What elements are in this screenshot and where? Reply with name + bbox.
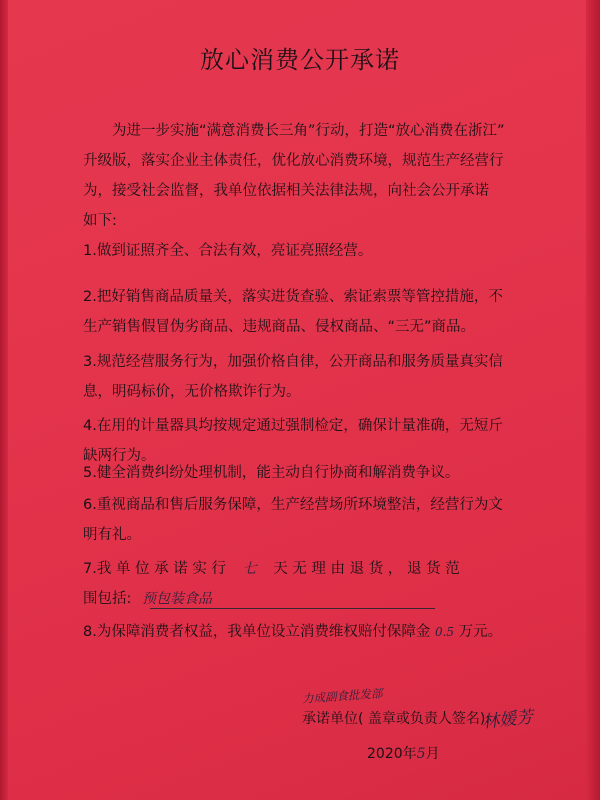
item-line: 围包括: 预包装食品 <box>83 591 212 607</box>
paper-edge-left <box>0 0 8 800</box>
document-title: 放心消费公开承诺 <box>200 46 400 74</box>
commitment-item-2 <box>83 282 523 342</box>
commitment-item-8: 8.为保障消费者权益，我单位设立消费维权赔付保障金 0.5 万元。 <box>83 624 503 640</box>
item-line: 3.规范经营服务行为，加强价格自律，公开商品和服务质量真实信 <box>83 354 503 370</box>
commitment-item-1: 1.做到证照齐全、合法有效，亮证亮照经营。 <box>83 243 373 259</box>
intro-line: 为，接受社会监督，我单位依据相关法律法规，向社会公开承诺 <box>83 183 489 199</box>
commitment-item-7 <box>83 554 523 614</box>
commitment-item-6 <box>83 490 523 550</box>
item-line: 明有礼。 <box>83 527 141 543</box>
commitment-item-3 <box>83 347 523 407</box>
handwritten-signature: 林媛芳 <box>481 707 535 733</box>
intro-line: 如下: <box>83 213 117 229</box>
paper-edge-right <box>586 0 600 800</box>
item-line: 生产销售假冒伪劣商品、违规商品、侵权商品、“三无”商品。 <box>83 319 476 335</box>
handwritten-deposit-amount: 0.5 <box>434 625 455 639</box>
item-line: 7.我 单 位 承 诺 实 行 七 天 无 理 由 退 货 ， 退 货 范 <box>83 561 460 577</box>
item-line: 息，明码标价，无价格欺诈行为。 <box>83 384 301 400</box>
intro-line: 升级版，落实企业主体责任，优化放心消费环境，规范生产经营行 <box>83 153 504 169</box>
handwritten-return-scope: 预包装食品 <box>142 591 212 607</box>
item-line: 6.重视商品和售后服务保障，生产经营场所环境整洁，经营行为文 <box>83 497 503 513</box>
handwritten-unit-name: 力成副食批发部 <box>301 686 383 706</box>
commitment-item-5: 5.健全消费纠纷处理机制，能主动自行协商和解消费争议。 <box>83 465 460 481</box>
return-scope-underline <box>150 608 435 609</box>
handwritten-days: 七 <box>242 561 257 577</box>
signature-label: 承诺单位( 盖章或负责人签名): <box>302 711 491 727</box>
handwritten-month: 5 <box>416 746 426 762</box>
intro-line: 为进一步实施“满意消费长三角”行动，打造“放心消费在浙江” <box>112 123 505 139</box>
item-line: 缺两行为。 <box>83 448 156 464</box>
document-date: 2020年5月 <box>367 746 440 762</box>
intro-paragraph <box>83 116 523 236</box>
item-line: 4.在用的计量器具均按规定通过强制检定，确保计量准确，无短斤 <box>83 418 503 434</box>
item-line: 2.把好销售商品质量关，落实进货查验、索证索票等管控措施，不 <box>83 289 503 305</box>
